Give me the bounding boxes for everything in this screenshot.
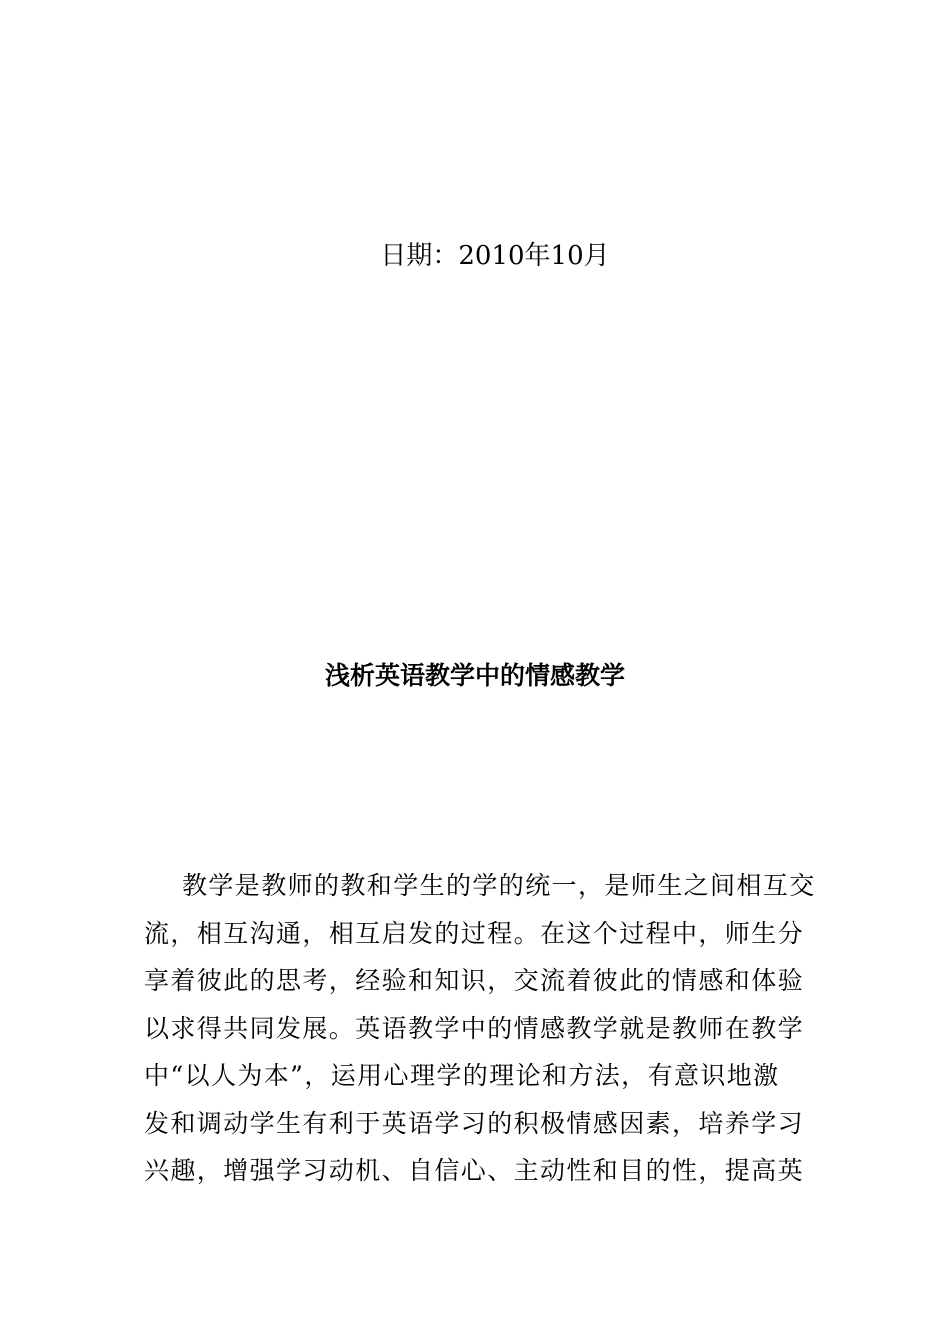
date-line: 日期：2010年10月 xyxy=(380,241,610,271)
body-paragraph xyxy=(144,862,816,1195)
paragraph-line: 发和调动学生有利于英语学习的积极情感因素，培养学习 xyxy=(144,1108,805,1138)
paragraph-line: 兴趣，增强学习动机、自信心、主动性和目的性，提高英 xyxy=(144,1156,805,1185)
paragraph-line: 享着彼此的思考，经验和知识，交流着彼此的情感和体验 xyxy=(144,966,805,995)
document-title: 浅析英语教学中的情感教学 xyxy=(324,661,625,690)
paragraph-line: 中“以人为本”，运用心理学的理论和方法，有意识地激 xyxy=(144,1061,780,1090)
paragraph-line: 以求得共同发展。英语教学中的情感教学就是教师在教学 xyxy=(144,1013,805,1043)
paragraph-line: 教学是教师的教和学生的学的统一，是师生之间相互交 xyxy=(182,871,816,900)
paragraph-line: 流，相互沟通，相互启发的过程。在这个过程中，师生分 xyxy=(144,918,805,948)
